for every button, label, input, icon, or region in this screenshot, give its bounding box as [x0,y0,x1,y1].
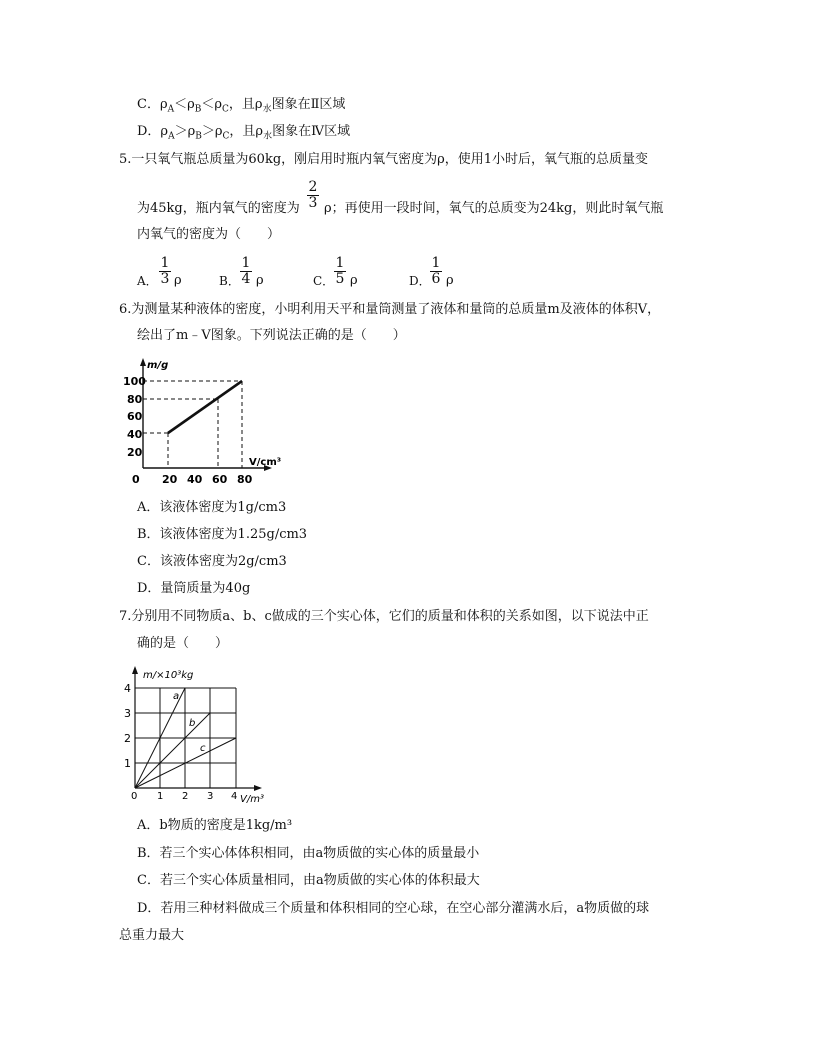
q5-line3: 内氧气的密度为（ ） [137,227,281,242]
q6-xtick: 60 [212,473,228,486]
q6-y-axis-arrow [140,358,146,366]
q7-ytick: 3 [124,707,131,720]
q6-xtick: 20 [162,473,178,486]
q6-ytick: 40 [127,428,143,441]
q6-ytick: 60 [127,410,143,423]
q7-ytick: 2 [124,732,131,745]
q6-ytick: 80 [127,393,143,406]
q7-line2: 确的是（ ） [137,636,229,651]
q7-series-b-label: b [189,718,196,729]
q6-xtick: 80 [237,473,253,486]
q7-series-c-label: c [200,743,206,754]
q6-ytick: 100 [123,375,146,388]
q7-series-a-label: a [173,691,180,702]
q7-option-d-continuation: 总重力最大 [119,928,185,943]
option-d-prev: D．$\rho_A>\rho_B>\rho_C$，且$\rho_水$图象在Ⅳ区域 [137,124,351,142]
q7-ytick: 1 [124,757,131,770]
q6-xtick: 40 [187,473,203,486]
q6-line1: 6.为测量某种液体的密度，小明利用天平和量筒测量了液体和量筒的总质量m及液体的体积V， [119,302,661,317]
option-c-prev: C．$\rho_A<\rho_B<\rho_C$，且$\rho_水$图象在Ⅱ区域 [137,97,346,115]
q7-origin-label: 0 [131,791,138,802]
q6-line2: 绘出了m﹣V图象。下列说法正确的是（ ） [137,328,406,343]
q7-y-axis-arrow [132,666,138,674]
q5-line2b: ρ；再使用一段时间，氧气的总质变为24kg，则此时氧气瓶 [324,201,664,216]
q6-origin-label: 0 [132,473,140,486]
q7-xtick: 3 [207,791,214,802]
q6-mv-graph [118,352,298,492]
q5-line2a: 为45kg，瓶内氧气的密度为 [137,201,300,216]
q6-data-line [168,381,242,433]
q7-x-axis-arrow [254,785,262,791]
q7-option-b: B．若三个实心体体积相同，由a物质做的实心体的质量最小 [137,846,480,861]
q7-xtick: 4 [231,791,238,802]
q5-fraction-two-thirds: 2 3 [308,179,318,211]
q6-option-a: A．该液体密度为1g/cm3 [137,500,287,515]
q7-option-d: D．若用三种材料做成三个质量和体积相同的空心球，在空心部分灌满水后，a物质做的球 [137,901,650,916]
q7-y-axis-label: m/×10³kg [143,670,194,681]
q7-option-c: C．若三个实心体质量相同，由a物质做的实心体的体积最大 [137,873,480,888]
q7-xtick: 2 [182,791,189,802]
q6-option-c: C．该液体密度为2g/cm3 [137,554,287,569]
q6-option-d: D．量筒质量为40g [137,581,251,596]
q7-ytick: 4 [124,682,131,695]
q7-series-b [135,713,210,788]
q6-option-b: B．该液体密度为1.25g/cm3 [137,527,308,542]
q7-option-a: A．b物质的密度是1kg/m³ [137,818,293,833]
q7-line1: 7.分别用不同物质a、b、c做成的三个实心体，它们的质量和体积的关系如图，以下说法中正 [119,609,649,624]
q6-x-axis-label: V/cm³ [249,457,282,468]
q7-mv-graph [118,662,288,812]
q6-y-axis-label: m/g [147,360,169,371]
q6-ytick: 20 [127,446,143,459]
q7-x-axis-label: V/m³ [240,794,264,805]
q5-line1: 5.一只氧气瓶总质量为60kg，刚启用时瓶内氧气密度为ρ，使用1小时后，氧气瓶的总质量变 [119,152,649,167]
q7-xtick: 1 [157,791,164,802]
